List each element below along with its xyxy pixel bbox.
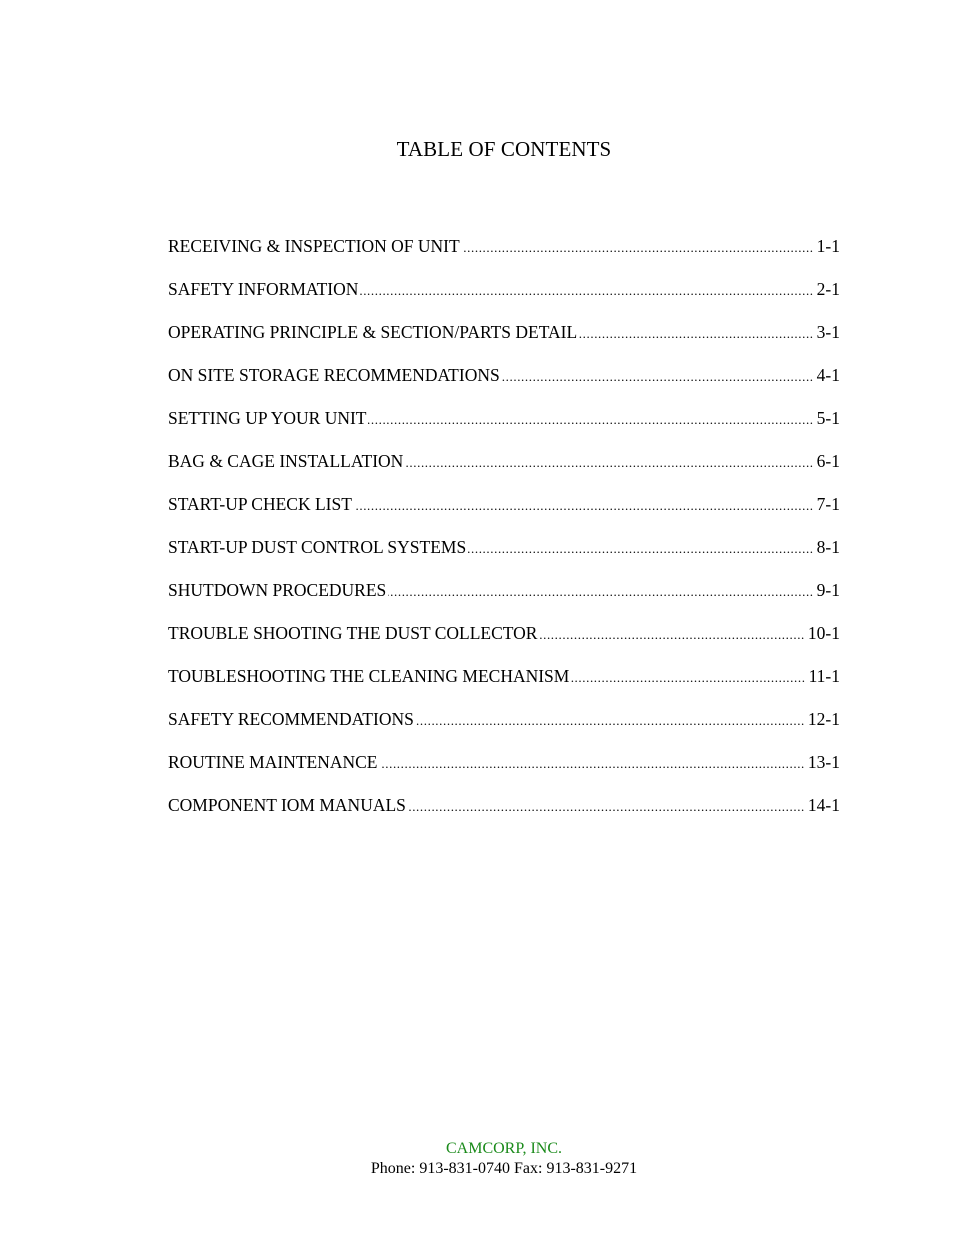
- toc-entry-page: 1-1: [816, 236, 840, 256]
- page-title: TABLE OF CONTENTS: [396, 137, 612, 161]
- toc-entry[interactable]: [168, 537, 840, 580]
- toc-entry[interactable]: [168, 408, 840, 451]
- toc-entry[interactable]: [168, 580, 840, 623]
- dot-leader: [579, 326, 814, 342]
- toc-entry-label: SAFETY RECOMMENDATIONS: [168, 709, 414, 729]
- dot-leader: [462, 240, 814, 256]
- toc-entry[interactable]: [168, 236, 840, 279]
- toc-entry[interactable]: [168, 451, 840, 494]
- toc-entry-label: SHUTDOWN PROCEDURES: [168, 580, 387, 600]
- toc-entry-page: 13-1: [807, 752, 840, 772]
- dot-leader: [388, 584, 813, 600]
- toc-entry[interactable]: [168, 322, 840, 365]
- contact-info: Phone: 913-831-0740 Fax: 913-831-9271: [370, 1160, 638, 1177]
- toc-entry-page: 9-1: [816, 580, 840, 600]
- dot-leader: [368, 412, 813, 428]
- toc-entry[interactable]: [168, 752, 840, 795]
- toc-entry[interactable]: [168, 709, 840, 752]
- toc-entry-label: COMPONENT IOM MANUALS: [168, 795, 406, 815]
- toc-entry-label: SETTING UP YOUR UNIT: [168, 408, 367, 428]
- toc-entry-page: 4-1: [816, 365, 840, 385]
- dot-leader: [571, 670, 805, 686]
- company-name: CAMCORP, INC.: [445, 1140, 563, 1157]
- dot-leader: [380, 756, 805, 772]
- dot-leader: [360, 283, 813, 299]
- dot-leader: [416, 713, 805, 729]
- toc-entry-label: SAFETY INFORMATION: [168, 279, 359, 299]
- toc-entry-page: 14-1: [807, 795, 840, 815]
- dot-leader: [539, 627, 804, 643]
- toc-entry-label: TOUBLESHOOTING THE CLEANING MECHANISM: [168, 666, 570, 686]
- toc-entry-page: 3-1: [816, 322, 840, 342]
- toc-entry-label: START-UP CHECK LIST: [168, 494, 352, 514]
- toc-entry-label: BAG & CAGE INSTALLATION: [168, 451, 404, 471]
- toc-entry[interactable]: [168, 623, 840, 666]
- toc-entry-label: ON SITE STORAGE RECOMMENDATIONS: [168, 365, 500, 385]
- toc-entry-page: 5-1: [816, 408, 840, 428]
- toc-entry[interactable]: [168, 279, 840, 322]
- toc-entry-page: 8-1: [816, 537, 840, 557]
- toc-entry[interactable]: [168, 365, 840, 408]
- toc-entry[interactable]: [168, 666, 840, 709]
- toc-entry-label: START-UP DUST CONTROL SYSTEMS: [168, 537, 467, 557]
- dot-leader: [405, 455, 813, 471]
- toc-entry-label: OPERATING PRINCIPLE & SECTION/PARTS DETAIL: [168, 322, 578, 342]
- toc-entry-page: 7-1: [816, 494, 840, 514]
- dot-leader: [354, 498, 814, 514]
- dot-leader: [468, 541, 813, 557]
- page-footer: [0, 1139, 954, 1179]
- toc-entry-page: 10-1: [807, 623, 840, 643]
- toc-entry-label: ROUTINE MAINTENANCE: [168, 752, 378, 772]
- toc-entry-page: 12-1: [807, 709, 840, 729]
- toc-entry-label: TROUBLE SHOOTING THE DUST COLLECTOR: [168, 623, 538, 643]
- toc-entry[interactable]: [168, 795, 840, 838]
- toc-entry-page: 6-1: [816, 451, 840, 471]
- dot-leader: [502, 369, 814, 385]
- toc-entry-page: 11-1: [808, 666, 840, 686]
- toc-entry-page: 2-1: [816, 279, 840, 299]
- dot-leader: [408, 799, 805, 815]
- toc-entry-label: RECEIVING & INSPECTION OF UNIT: [168, 236, 460, 256]
- toc-entry[interactable]: [168, 494, 840, 537]
- table-of-contents: [168, 236, 840, 838]
